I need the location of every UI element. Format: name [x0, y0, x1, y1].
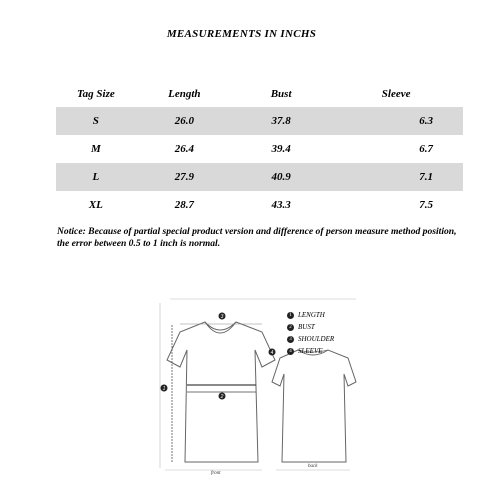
legend-item: 4 SLEEVE: [287, 345, 334, 357]
front-label: front: [211, 471, 221, 476]
column-header: Sleeve: [381, 88, 411, 100]
cell-bust: 43.3: [271, 199, 291, 211]
svg-text:4: 4: [270, 350, 274, 356]
legend-item: 3 SHOULDER: [287, 333, 334, 345]
marker-length: [161, 385, 168, 393]
cell-size: M: [90, 143, 101, 155]
legend-item: 2 BUST: [287, 321, 334, 333]
notice-text: Notice: Because of partial special product version and difference of person measure method position, the error between 0.5 to 1 inch is normal.: [57, 226, 457, 249]
cell-sleeve: 6.7: [419, 143, 433, 155]
page-title: MEASUREMENTS IN INCHS: [166, 28, 317, 40]
back-label: back: [308, 464, 318, 469]
cell-size: S: [56, 107, 136, 135]
cell-bust: 40.9: [233, 163, 329, 191]
measurement-legend: [287, 309, 334, 357]
cell-sleeve: 7.1: [329, 163, 463, 191]
cell-bust: 39.4: [271, 143, 291, 155]
marker-shoulder: [219, 313, 226, 321]
svg-text:3: 3: [220, 314, 224, 320]
cell-sleeve: 7.5: [419, 199, 433, 211]
column-header: Length: [168, 88, 201, 100]
svg-text:1: 1: [162, 386, 166, 392]
cell-length: 28.7: [174, 199, 194, 211]
cell-length: 26.4: [174, 143, 194, 155]
column-header: Bust: [270, 88, 292, 100]
cell-length: 26.0: [136, 107, 233, 135]
cell-bust: 37.8: [233, 107, 329, 135]
column-header: Tag Size: [76, 88, 115, 100]
cell-length: 27.9: [136, 163, 233, 191]
cell-size: XL: [88, 199, 103, 211]
cell-sleeve: 6.3: [329, 107, 463, 135]
svg-text:2: 2: [220, 394, 224, 400]
back-shirt-outline: [272, 350, 356, 462]
legend-item: 1 LENGTH: [287, 309, 334, 321]
cell-size: L: [56, 163, 136, 191]
